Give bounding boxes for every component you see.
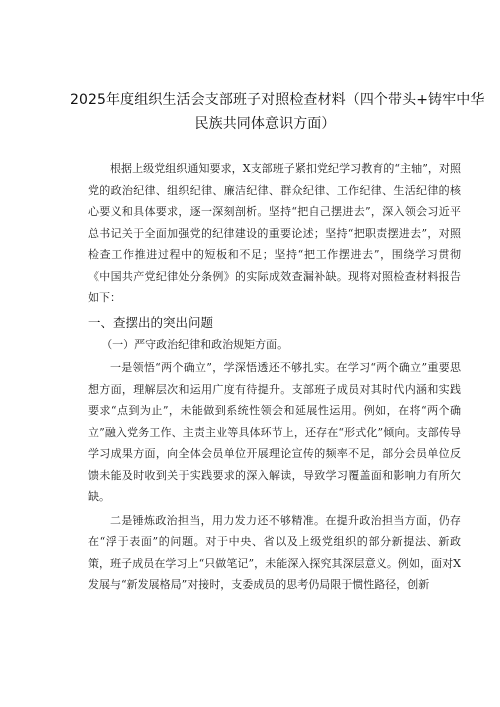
document-title — [70, 88, 485, 136]
paragraph-2: 二是锤炼政治担当，用力发力还不够精准。在提升政治担当方面，仍存在“浮于表面”的问题。对于中央、省以及上级党组织的部分新提法、新政策，班子成员在学习上“只做笔记”，未能深入探究其深层意义。例如，面对X发展与“新发展格局”对接时，支委成员的思考仍局限于惯性路径，创新 — [88, 513, 461, 591]
document-body — [88, 158, 461, 596]
title-line-1: 2025年度组织生活会支部班子对照检查材料（四个带头+铸牢中华 — [70, 92, 485, 108]
sub-heading-1: （一）严守政治纪律和政治规矩方面。 — [101, 337, 289, 351]
section-heading-1: 一、查摆出的突出问题 — [88, 314, 214, 330]
title-line-2: 民族共同体意识方面） — [194, 116, 336, 132]
paragraph-1: 一是领悟“两个确立”，学深悟透还不够扎实。在学习“两个确立”重要思想方面，理解层次和运用广度有待提升。支部班子成员对其时代内涵和实践要求“点到为止”，未能做到系统性领会和延展性运用。例如，在将“两个确立”融入党务工作、主责主业等具体环节上，还存在“形式化”倾向。支部传导学习成果方面，向全体会员单位开展理论宣传的频率不足，部分会员单位反馈未能及时收到关于实践要求的深入解读，导致学习覆盖面和影响力有所欠缺。 — [88, 361, 461, 503]
intro-paragraph: 根据上级党组织通知要求，X支部班子紧扣党纪学习教育的“主轴”，对照党的政治纪律、组织纪律、廉洁纪律、群众纪律、工作纪律、生活纪律的核心要义和具体要求，逐一深刻剖析。坚持“把自己摆进去”，深入领会习近平总书记关于全面加强党的纪律建设的重要论述；坚持“把职责摆进去”，对照检查工作推进过程中的短板和不足；坚持“把工作摆进去”，围绕学习贯彻《中国共产党纪律处分条例》的实际成效查漏补缺。现将对照检查材料报告如下： — [88, 162, 461, 304]
